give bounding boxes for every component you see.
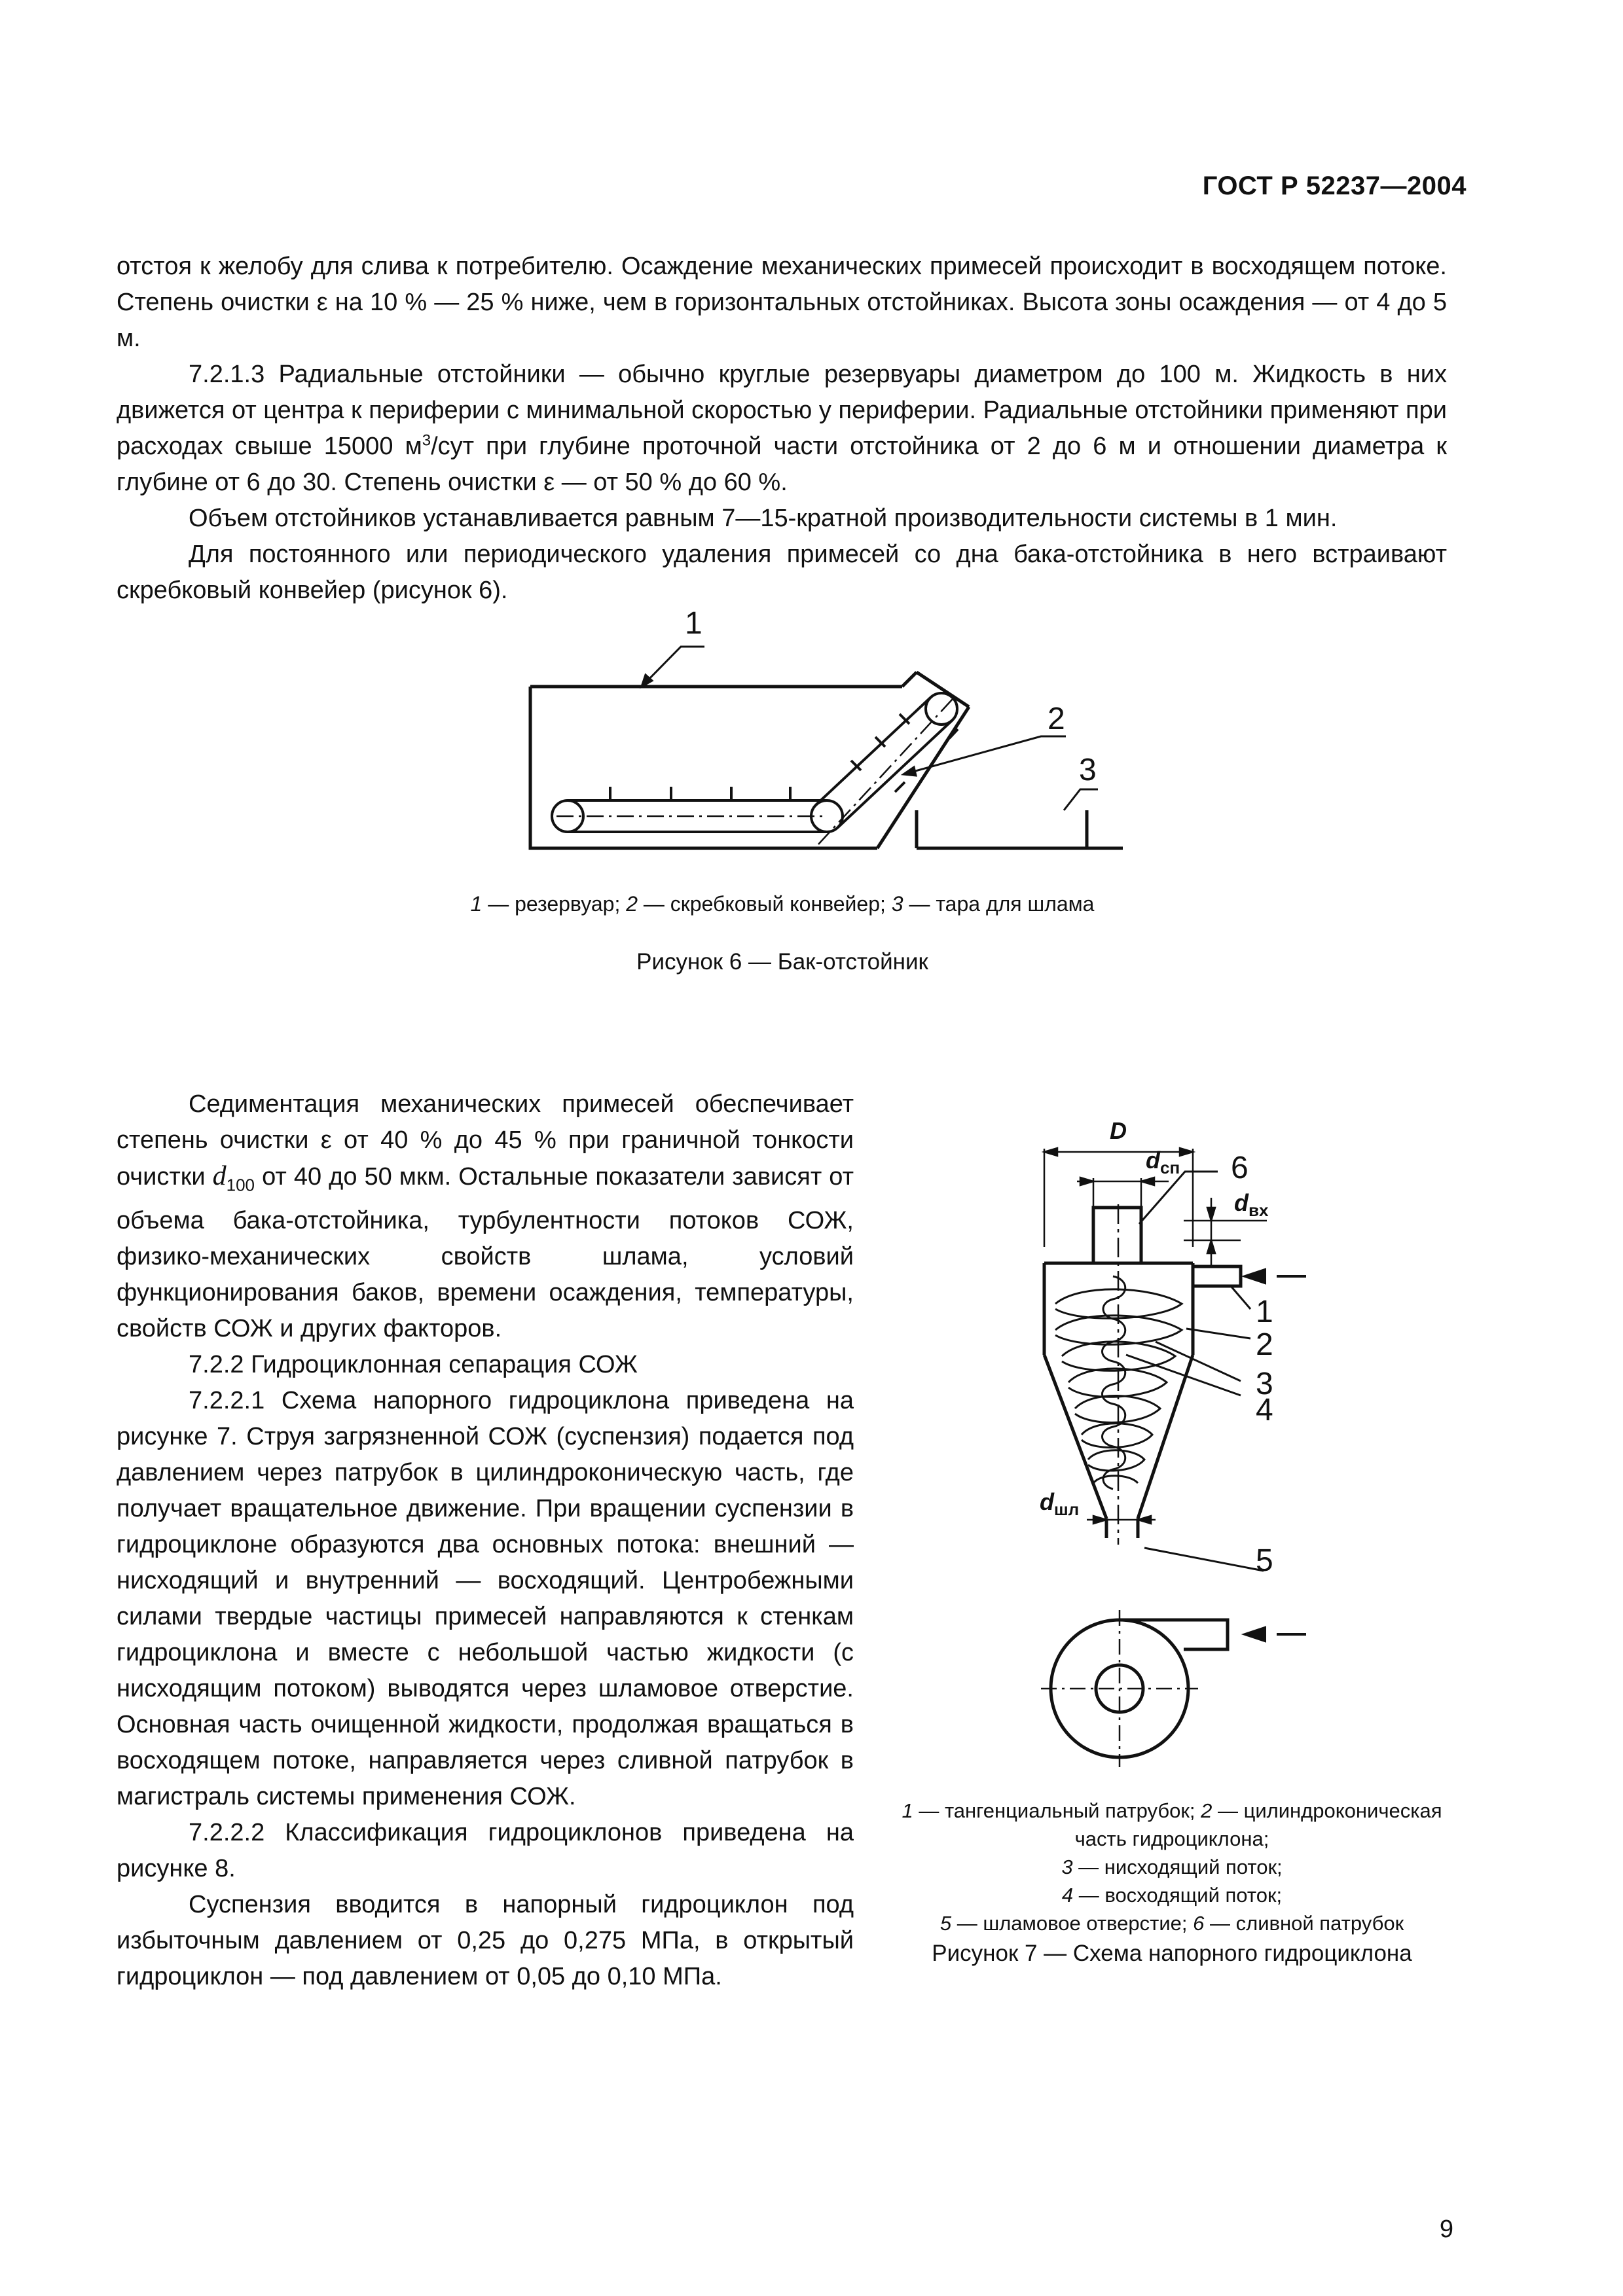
legend-text: — сливной патрубок [1204, 1912, 1404, 1935]
label-4: 4 [1256, 1393, 1273, 1427]
leader-4 [1126, 1355, 1241, 1395]
paragraph: отстоя к желобу для слива к потребителю. Осаждение механических примесей происходит в восходящем потоке. Степень очистки ε на 10 % — 25 % ниже, чем в горизонтальных отстойниках. Высота зоны осаждения — от 4 до 5 м. [117, 253, 1447, 352]
cyclone-cone-right [1138, 1355, 1193, 1518]
legend-line [887, 1797, 1457, 1853]
dim-sub: шл [1054, 1499, 1080, 1519]
inlet-pipe [1193, 1266, 1241, 1286]
figure-6-settling-tank [498, 589, 1097, 870]
paragraph: Объем отстойников устанавливается равным 7—15-кратной производительности системы в 1 мин. [189, 505, 1338, 532]
math-symbol [212, 1161, 255, 1195]
figure-7-title: Рисунок 7 — Схема напорного гидроциклона [932, 1941, 1412, 1966]
text-run: /сут при глубине проточной части отстойника от 2 до 6 м и отношении диаметра к глубине от 6 до 30. Степень очистки ε — от 50 % до 60 %. [117, 433, 1447, 496]
legend-num: 1 [470, 892, 483, 916]
legend-text: — тара для шлама [903, 892, 1095, 916]
figure-7-drawing [1015, 1113, 1408, 1767]
dim-D-label: D [1110, 1117, 1127, 1144]
legend-num: 6 [1193, 1912, 1205, 1935]
legend-num: 1 [902, 1799, 913, 1822]
figure-6-title: Рисунок 6 — Бак-отстойник [636, 949, 928, 975]
legend-num: 4 [1061, 1884, 1074, 1907]
figure-7-legend [887, 1797, 1457, 1937]
legend-text: — шламовое отверстие; [951, 1912, 1194, 1935]
legend-num: 3 [891, 892, 903, 916]
legend-num: 2 [626, 892, 638, 916]
label-6: 6 [1231, 1151, 1249, 1185]
text-run: от 40 до 50 мкм. Остальные показатели зависят от объема бака-отстойника, турбулентности потоков СОЖ, физико-механических свойств шлама, условий функционирования баков, времени осаждения, температуры, свойств СОЖ и других факторов. [117, 1163, 854, 1343]
top-inlet-arrowhead [1245, 1628, 1265, 1641]
page-number: 9 [1439, 2215, 1453, 2243]
legend-num: 5 [939, 1912, 952, 1935]
paragraph: 7.2.2.1 Схема напорного гидроциклона приведена на рисунке 7. Струя загрязненной СОЖ (суспензия) подается под давлением через патрубок в цилиндроконическую часть, где получает вращательное движение. При вращении суспензии в гидроциклоне образуются два основных потока: внешний — нисходящий и внутренний — восходящий. Центробежными силами твердые частицы примесей направляются к стенкам гидроциклона и вместе с небольшой частью жидкости (с нисходящим потоком) выводятся через шламовое отверстие. Основная часть очищенной жидкости, продолжая вращаться в восходящем потоке, направляется через сливной патрубок в магистраль системы применения СОЖ. [117, 1387, 854, 1811]
inner-spiral-flow [1103, 1276, 1125, 1489]
label-3: 3 [1079, 753, 1097, 787]
standard-code: ГОСТ Р 52237—2004 [1202, 171, 1467, 200]
legend-num: 3 [1061, 1856, 1073, 1878]
paragraph: Для постоянного или периодического удаления примесей со дна бака-отстойника в него встраивают скребковый конвейер (рисунок 6). [117, 541, 1447, 604]
legend-num: 2 [1201, 1799, 1213, 1822]
dim-sub: вх [1249, 1200, 1269, 1220]
arrowhead [903, 767, 916, 776]
paragraph: 7.2.2.2 Классификация гидроциклонов приведена на рисунке 8. [117, 1819, 854, 1883]
paragraph-radial-settlers [117, 357, 1447, 501]
legend-text: — резервуар; [482, 892, 627, 916]
dim-var: d [1234, 1189, 1249, 1216]
figure-6-legend [262, 890, 1303, 918]
scraper-lower [895, 782, 905, 792]
dim-dshl-label [1040, 1488, 1079, 1519]
dim-var: d [1040, 1488, 1054, 1515]
tank-top-corner [902, 672, 917, 687]
text-run: 7.2.1.3 Радиальные отстойники — обычно круглые резервуары диаметром до 100 м. Жидкость в них движется от центра к периферии с минимальной скоростью у периферии. Радиальные отстойники применяют при расходах свыше 15000 м [117, 361, 1447, 460]
label-5: 5 [1256, 1543, 1273, 1578]
top-text-block [117, 249, 1447, 609]
legend-line [887, 1853, 1457, 1881]
paragraph-sedimentation [117, 1086, 854, 1347]
paragraph: Суспензия вводится в напорный гидроциклон под избыточным давлением от 0,25 до 0,275 МПа, в открытый гидроциклон — под давлением от 0,05 до 0,10 МПа. [117, 1891, 854, 1991]
math-var: d [212, 1161, 227, 1191]
leader-2 [1186, 1329, 1250, 1338]
label-1: 1 [685, 606, 702, 641]
inlet-arrowhead [1245, 1270, 1265, 1283]
dim-dvx-label [1234, 1189, 1269, 1220]
legend-text: — тангенциальный патрубок; [913, 1799, 1201, 1822]
label-1: 1 [1256, 1295, 1273, 1329]
leader-3 [1064, 789, 1098, 810]
incline-belt-lower [838, 720, 953, 827]
legend-line [887, 1909, 1457, 1937]
superscript: 3 [422, 431, 431, 450]
leader-5 [1144, 1548, 1264, 1571]
dim-var: d [1146, 1147, 1160, 1174]
legend-text: — цилиндроконическая часть гидроциклона; [1074, 1799, 1442, 1850]
figure-7-hydrocyclone [1015, 1113, 1408, 1767]
left-text-block [117, 1086, 854, 1995]
leader-1 [1231, 1286, 1250, 1309]
incline-belt-upper [816, 698, 930, 805]
label-2: 2 [1048, 702, 1065, 736]
legend-text: — скребковый конвейер; [638, 892, 892, 916]
label-3: 3 [1256, 1367, 1273, 1401]
math-subscript: 100 [226, 1175, 255, 1195]
label-2: 2 [1256, 1327, 1273, 1362]
text-run: Седиментация механических примесей обеспечивает степень очистки ε от 40 % до 45 % при граничной тонкости очистки [117, 1090, 854, 1191]
dim-sub: сп [1160, 1158, 1180, 1177]
overflow-pipe [1093, 1208, 1141, 1263]
legend-text: — восходящий поток; [1073, 1884, 1283, 1907]
legend-line [887, 1881, 1457, 1909]
legend-text: — нисходящий поток; [1072, 1856, 1283, 1878]
figure-6-drawing [498, 589, 1097, 870]
section-heading: 7.2.2 Гидроциклонная сепарация СОЖ [189, 1351, 638, 1379]
